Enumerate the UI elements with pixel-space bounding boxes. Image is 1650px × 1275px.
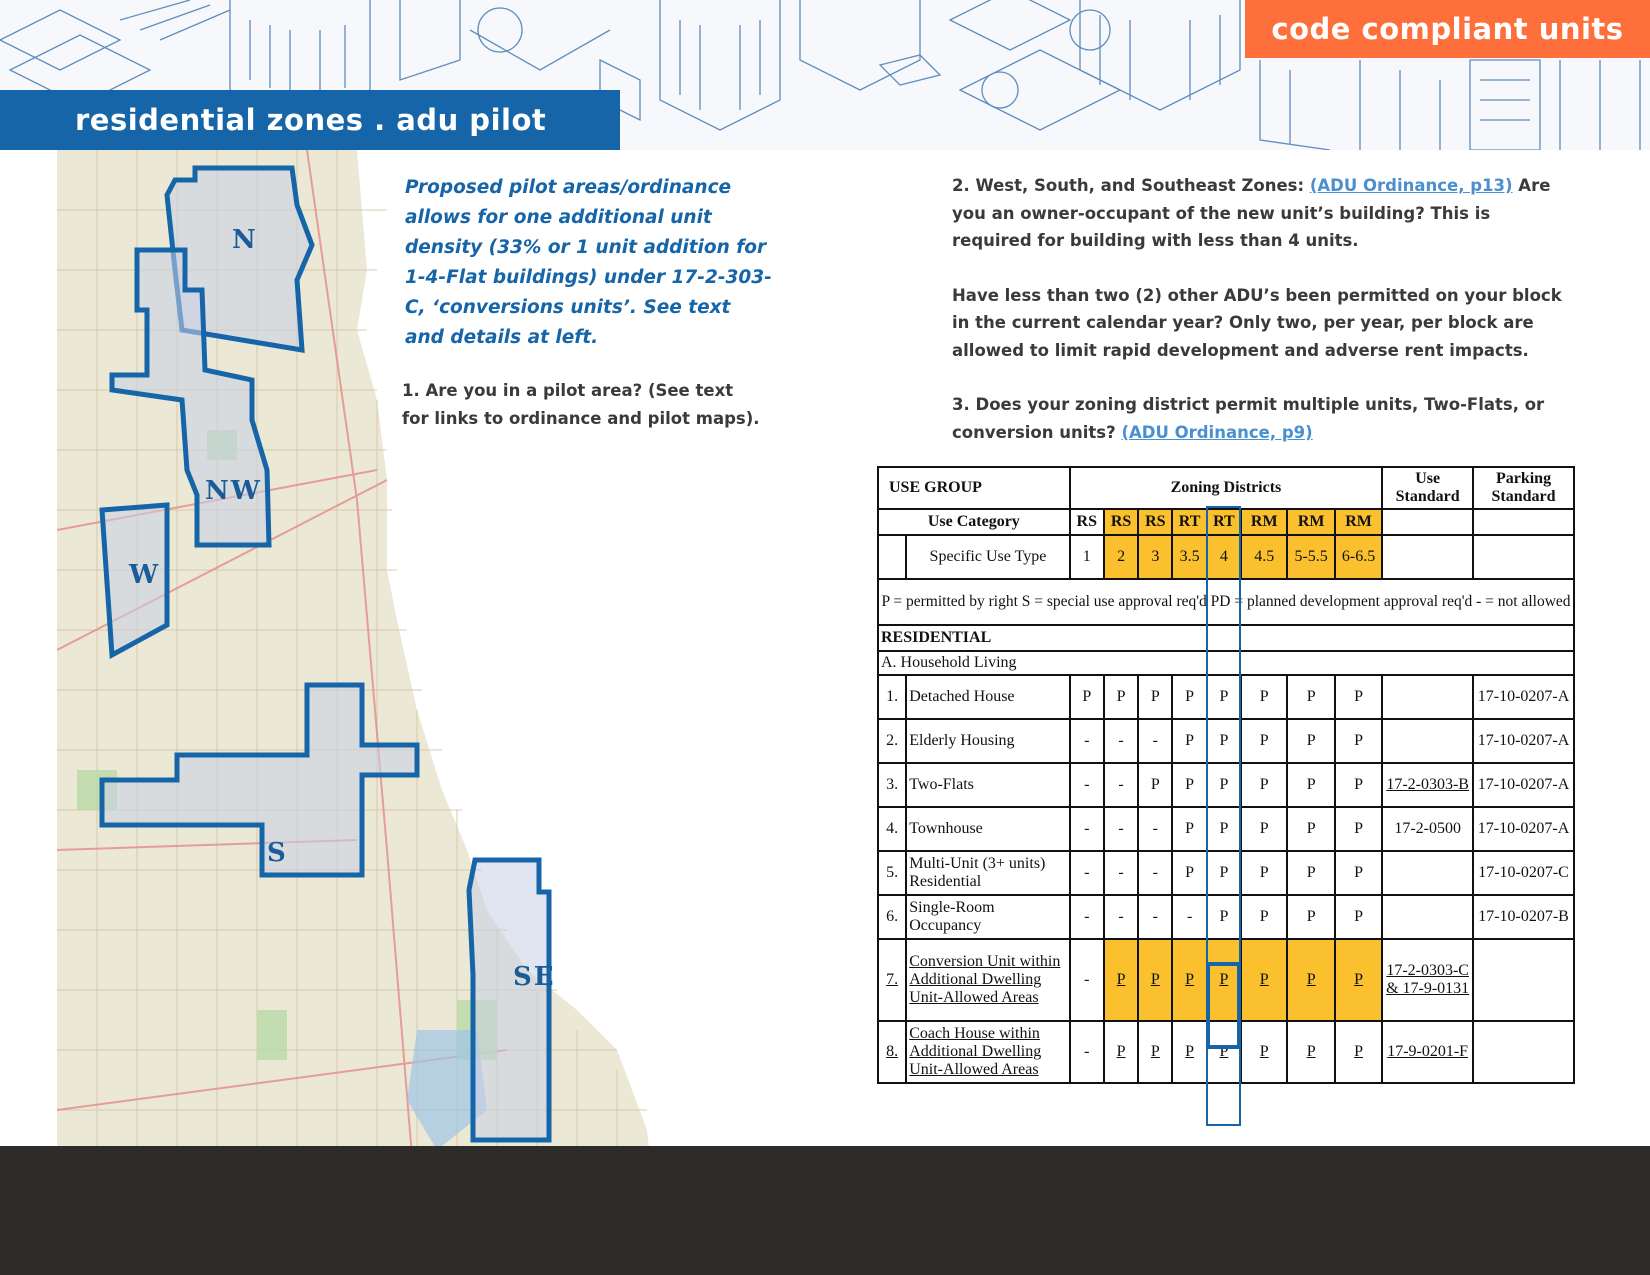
row-use-name: Elderly Housing	[906, 719, 1069, 763]
household-living-header: A. Household Living	[878, 651, 1574, 675]
district-cell: P	[1070, 675, 1104, 719]
table-row	[878, 851, 1574, 895]
table-row	[878, 675, 1574, 719]
district-cell: P	[1335, 939, 1382, 1021]
district-rm-5: RM	[1287, 509, 1334, 535]
row-use-name: Coach House within Additional Dwelling Unit-Allowed Areas	[906, 1021, 1069, 1083]
district-cell: P	[1241, 763, 1287, 807]
district-cell: P	[1287, 1021, 1334, 1083]
zone-label-n: N	[232, 225, 258, 255]
district-cell: P	[1335, 851, 1382, 895]
row-use-name: Single-Room Occupancy	[906, 895, 1069, 939]
district-rs-2: RS	[1104, 509, 1138, 535]
question-2-prefix: 2. West, South, and Southeast Zones:	[952, 176, 1310, 195]
district-cell: P	[1172, 675, 1206, 719]
district-cell: P	[1207, 807, 1241, 851]
question-3	[952, 391, 1567, 446]
table-row	[878, 895, 1574, 939]
district-cell: P	[1287, 939, 1334, 1021]
district-cell: P	[1207, 851, 1241, 895]
page-title: residential zones . adu pilot	[0, 90, 620, 150]
table-body	[878, 675, 1574, 1083]
district-cell: -	[1138, 719, 1172, 763]
footer-band	[0, 1146, 1650, 1275]
district-cell: -	[1138, 807, 1172, 851]
density-3: 3	[1138, 535, 1172, 579]
district-cell: -	[1172, 895, 1206, 939]
district-cell: P	[1172, 807, 1206, 851]
density-4-5: 4.5	[1241, 535, 1287, 579]
row-use-standard: 17-2-0303-C & 17-9-0131	[1382, 939, 1473, 1021]
district-cell: P	[1207, 939, 1241, 1021]
district-cell: P	[1207, 895, 1241, 939]
empty-cell	[1382, 535, 1473, 579]
question-2b: Have less than two (2) other ADU’s been permitted on your block in the current calendar year? Only two, per year, per block are allowed to limit rapid development and adverse rent impacts.	[952, 285, 1562, 360]
adu-ordinance-p9-link[interactable]: (ADU Ordinance, p9)	[1121, 422, 1313, 442]
intro-text: Proposed pilot areas/ordinance allows for one additional unit density (33% or 1 unit addition for 1-4-Flat buildings) under 17-2-303-C, ‘conversions units’. See text and details at left.	[405, 177, 772, 348]
district-cell: P	[1241, 851, 1287, 895]
row-parking-standard	[1473, 1021, 1574, 1083]
district-cell: -	[1138, 851, 1172, 895]
district-cell: P	[1241, 807, 1287, 851]
district-cell: -	[1070, 851, 1104, 895]
row-number: 1.	[878, 675, 906, 719]
row-number: 6.	[878, 895, 906, 939]
zone-label-w: W	[129, 560, 161, 590]
row-parking-standard: 17-10-0207-A	[1473, 807, 1574, 851]
district-cell: P	[1287, 719, 1334, 763]
row-number: 7.	[878, 939, 906, 1021]
district-cell: P	[1172, 851, 1206, 895]
specific-use-type-header: Specific Use Type	[906, 535, 1069, 579]
table-row	[878, 1021, 1574, 1083]
district-cell: P	[1104, 1021, 1138, 1083]
district-cell: P	[1207, 675, 1241, 719]
row-number: 3.	[878, 763, 906, 807]
district-cell: P	[1138, 763, 1172, 807]
district-rm-6: RM	[1335, 509, 1382, 535]
district-cell: P	[1335, 895, 1382, 939]
row-use-name: Townhouse	[906, 807, 1069, 851]
density-4: 4	[1207, 535, 1241, 579]
district-cell: P	[1335, 719, 1382, 763]
district-cell: P	[1287, 851, 1334, 895]
zoning-table	[877, 466, 1575, 1084]
right-column	[952, 172, 1567, 473]
district-rt-4: RT	[1207, 509, 1241, 535]
district-cell: -	[1070, 807, 1104, 851]
zone-label-se: SE	[513, 962, 556, 992]
row-use-standard	[1382, 675, 1473, 719]
district-rs-3: RS	[1138, 509, 1172, 535]
district-cell: P	[1241, 719, 1287, 763]
residential-header: RESIDENTIAL	[878, 625, 1574, 651]
zone-label-nw: NW	[205, 476, 262, 506]
empty-cell	[1473, 509, 1574, 535]
table-row	[878, 807, 1574, 851]
district-cell: P	[1241, 895, 1287, 939]
row-use-standard: 17-9-0201-F	[1382, 1021, 1473, 1083]
row-number: 2.	[878, 719, 906, 763]
district-cell: P	[1172, 939, 1206, 1021]
district-cell: P	[1138, 1021, 1172, 1083]
row-use-name: Detached House	[906, 675, 1069, 719]
district-cell: -	[1070, 1021, 1104, 1083]
legend: P = permitted by right S = special use approval req'd PD = planned development approval req'd - = not allowed	[878, 579, 1574, 625]
empty-cell	[1382, 509, 1473, 535]
density-2: 2	[1104, 535, 1138, 579]
district-cell: -	[1138, 895, 1172, 939]
district-cell: P	[1241, 675, 1287, 719]
row-parking-standard: 17-10-0207-C	[1473, 851, 1574, 895]
district-cell: -	[1104, 851, 1138, 895]
row-parking-standard: 17-10-0207-A	[1473, 675, 1574, 719]
table-row	[878, 939, 1574, 1021]
district-cell: -	[1070, 895, 1104, 939]
table-row	[878, 719, 1574, 763]
adu-ordinance-p13-link[interactable]: (ADU Ordinance, p13)	[1309, 176, 1513, 195]
district-cell: P	[1104, 939, 1138, 1021]
district-cell: -	[1104, 763, 1138, 807]
row-parking-standard	[1473, 939, 1574, 1021]
district-rm-45: RM	[1241, 509, 1287, 535]
district-cell: -	[1070, 763, 1104, 807]
district-cell: P	[1138, 939, 1172, 1021]
parking-standard-header: Parking Standard	[1473, 467, 1574, 509]
row-use-name: Multi-Unit (3+ units) Residential	[906, 851, 1069, 895]
zoning-districts-header: Zoning Districts	[1070, 467, 1383, 509]
district-cell: P	[1335, 1021, 1382, 1083]
district-cell: P	[1287, 807, 1334, 851]
question-2	[952, 172, 1567, 255]
use-group-header: USE GROUP	[878, 467, 1070, 509]
row-parking-standard: 17-10-0207-B	[1473, 895, 1574, 939]
density-3-5: 3.5	[1172, 535, 1206, 579]
row-use-name: Two-Flats	[906, 763, 1069, 807]
district-cell: P	[1335, 763, 1382, 807]
row-number: 5.	[878, 851, 906, 895]
district-cell: P	[1287, 763, 1334, 807]
density-6: 6-6.5	[1335, 535, 1382, 579]
row-use-standard	[1382, 895, 1473, 939]
row-number: 8.	[878, 1021, 906, 1083]
density-1: 1	[1070, 535, 1104, 579]
use-standard-header: Use Standard	[1382, 467, 1473, 509]
district-cell: P	[1207, 1021, 1241, 1083]
district-cell: P	[1335, 675, 1382, 719]
district-cell: -	[1070, 939, 1104, 1021]
row-use-standard	[1382, 719, 1473, 763]
table-row	[878, 763, 1574, 807]
row-number: 4.	[878, 807, 906, 851]
district-cell: P	[1172, 719, 1206, 763]
section-tag: code compliant units	[1245, 0, 1650, 58]
district-cell: -	[1104, 895, 1138, 939]
question-3-prefix: 3. Does your zoning district permit multiple units, Two-Flats, or conversion units?	[952, 395, 1545, 442]
use-category-header: Use Category	[878, 509, 1070, 535]
district-cell: -	[1104, 807, 1138, 851]
row-use-name: Conversion Unit within Additional Dwelling Unit-Allowed Areas	[906, 939, 1069, 1021]
question-2-suffix: Are you an owner-occupant of the new unit’s building? This is required for building with less than 4 units.	[952, 176, 1551, 250]
row-parking-standard: 17-10-0207-A	[1473, 719, 1574, 763]
district-cell: P	[1335, 807, 1382, 851]
row-use-standard: 17-2-0500	[1382, 807, 1473, 851]
district-cell: P	[1172, 763, 1206, 807]
district-cell: P	[1241, 939, 1287, 1021]
zone-label-s: S	[267, 838, 288, 868]
district-cell: P	[1287, 675, 1334, 719]
district-cell: P	[1172, 1021, 1206, 1083]
district-cell: P	[1287, 895, 1334, 939]
district-cell: P	[1241, 1021, 1287, 1083]
district-cell: P	[1104, 675, 1138, 719]
district-rt-35: RT	[1172, 509, 1206, 535]
row-use-standard: 17-2-0303-B	[1382, 763, 1473, 807]
district-cell: P	[1138, 675, 1172, 719]
district-cell: P	[1207, 719, 1241, 763]
row-use-standard	[1382, 851, 1473, 895]
density-5: 5-5.5	[1287, 535, 1334, 579]
empty-cell	[878, 535, 906, 579]
row-parking-standard: 17-10-0207-A	[1473, 763, 1574, 807]
district-rs-1: RS	[1070, 509, 1104, 535]
district-cell: P	[1207, 763, 1241, 807]
district-cell: -	[1070, 719, 1104, 763]
question-1: 1. Are you in a pilot area? (See text for links to ordinance and pilot maps).	[402, 381, 760, 428]
district-cell: -	[1104, 719, 1138, 763]
empty-cell	[1473, 535, 1574, 579]
